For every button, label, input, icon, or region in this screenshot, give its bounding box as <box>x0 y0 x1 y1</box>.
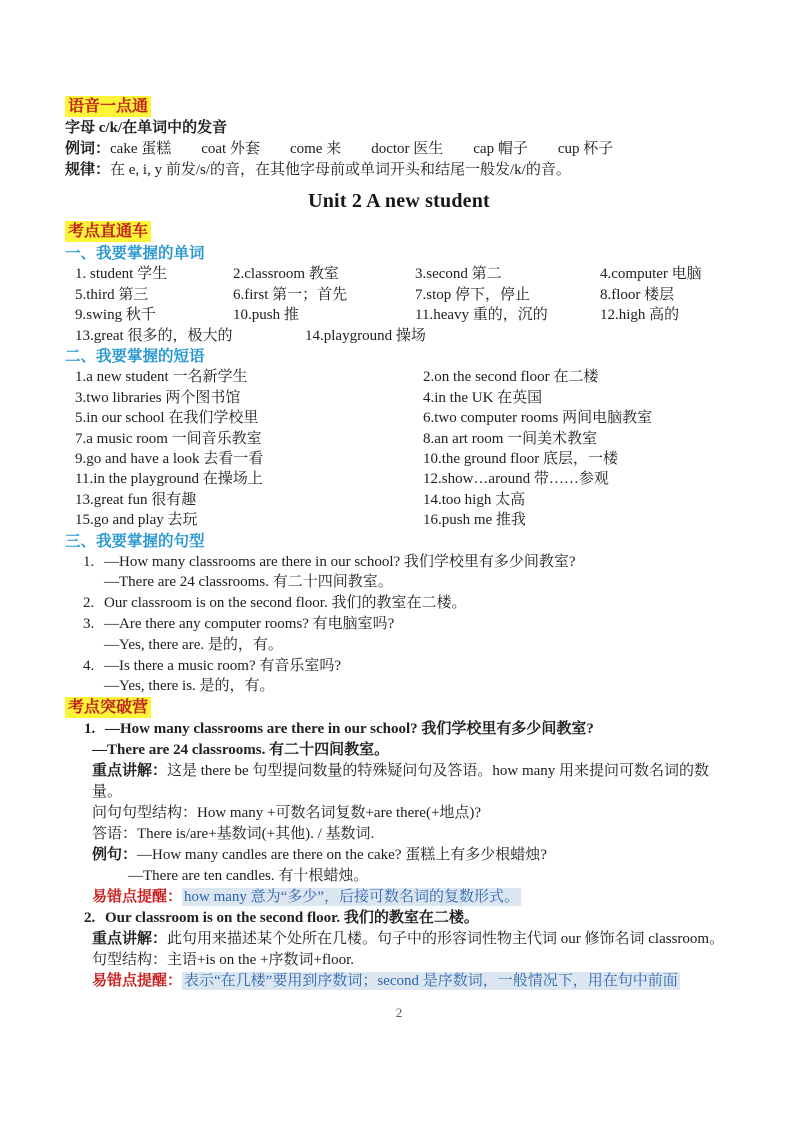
phrase-item: 7.a music room 一间音乐教室 <box>75 430 262 447</box>
breakthrough-section <box>65 697 733 992</box>
word-item: 6.first 第一；首先 <box>233 286 348 303</box>
breakthrough-list <box>65 719 733 992</box>
breakthrough-number: 1. <box>84 721 96 738</box>
text-segment-bold: —There are 24 classrooms. 有二十四间教室。 <box>92 742 390 759</box>
sentence-line: —How many classrooms are there in our school? 我们学校里有多少间教室? <box>104 553 576 570</box>
breakthrough-line <box>92 845 733 866</box>
phrase-item: 10.the ground floor 底层，一楼 <box>423 451 618 467</box>
phrase-item: 14.too high 太高 <box>423 491 526 508</box>
key-points-section <box>65 221 733 697</box>
sentences-heading: 三、我要掌握的句型 <box>65 532 205 550</box>
phrase-item: 9.go and have a look 去看一看 <box>75 451 264 467</box>
word-item: 5.third 第三 <box>75 286 149 303</box>
text-segment-plain: 答语：There is/are+基数词(+其他). / 基数词. <box>92 826 375 843</box>
text-segment-tip: how many 意为“多少”，后接可数名词的复数形式。 <box>184 889 519 906</box>
sentence-number: 4. <box>83 657 95 674</box>
text-segment-plain: 问句句型结构：How many +可数名词复数+are there(+地点)? <box>92 805 482 822</box>
text-segment-plain: —How many candles are there on the cake? 蛋糕上有多少根蜡烛? <box>137 847 547 864</box>
breakthrough-line <box>128 866 733 887</box>
phonics-examples-line <box>65 139 733 160</box>
word-row <box>65 305 733 326</box>
phrase-item: 1.a new student 一名新学生 <box>75 369 248 386</box>
sentence-item <box>65 593 733 614</box>
text-segment-plain: 这是 there be 句型提问数量的特殊疑问句及答语。how many 用来提问可数名词的数量。 <box>92 763 710 801</box>
phonics-section <box>65 96 733 181</box>
breakthrough-line <box>92 719 733 740</box>
phonics-rule-line <box>65 160 733 181</box>
word-item: 13.great 很多的，极大的 <box>75 327 233 344</box>
breakthrough-line <box>92 740 733 761</box>
phonics-examples: cake 蛋糕 coat 外套 come 来 doctor 医生 cap 帽子 cup 杯子 <box>110 141 614 157</box>
phonics-rule-label: 规律： <box>65 162 111 178</box>
phonics-header: 语音一点通 <box>65 96 151 117</box>
word-item: 8.floor 楼层 <box>600 286 675 303</box>
sentence-line: —Yes, there is. 是的，有。 <box>104 678 275 695</box>
phrase-item: 8.an art room 一间美术教室 <box>423 430 598 447</box>
sentence-line: Our classroom is on the second floor. 我们的教室在二楼。 <box>104 595 467 612</box>
breakthrough-number: 2. <box>84 910 96 927</box>
phrase-item: 5.in our school 在我们学校里 <box>75 410 259 427</box>
breakthrough-line <box>92 929 733 950</box>
phonics-header-row <box>65 96 733 118</box>
sentence-line: —There are 24 classrooms. 有二十四间教室。 <box>104 574 393 591</box>
word-row <box>65 285 733 306</box>
phrase-item: 4.in the UK 在英国 <box>423 389 543 406</box>
phrase-row <box>65 408 733 428</box>
sentence-line: —Yes, there are. 是的，有。 <box>104 636 283 653</box>
phrase-item: 2.on the second floor 在二楼 <box>423 369 599 386</box>
phrase-item: 12.show…around 带……参观 <box>423 471 609 488</box>
sentence-number: 3. <box>83 616 95 633</box>
breakthrough-item <box>65 719 733 908</box>
phrase-row <box>65 388 733 408</box>
phrase-row <box>65 449 733 469</box>
key-points-header-row <box>65 221 733 243</box>
text-segment-bold: 重点讲解： <box>92 931 168 948</box>
word-item: 1. student 学生 <box>75 266 168 282</box>
page-number: 2 <box>395 1005 403 1021</box>
breakthrough-line <box>92 971 733 992</box>
breakthrough-line <box>92 908 733 929</box>
sentence-item <box>65 656 733 698</box>
word-table <box>65 264 733 346</box>
breakthrough-line <box>92 887 733 908</box>
phrase-item: 6.two computer rooms 两间电脑教室 <box>423 410 653 427</box>
phonics-rule: 在 e, i, y 前发/s/的音，在其他字母前或单词开头和结尾一般发/k/的音。 <box>110 162 571 178</box>
breakthrough-header: 考点突破营 <box>65 697 151 718</box>
words-heading: 一、我要掌握的单词 <box>65 245 205 262</box>
breakthrough-line <box>92 803 733 824</box>
text-segment-bold: 例句： <box>92 847 138 864</box>
word-item: 9.swing 秋千 <box>75 307 156 324</box>
sentence-line: —Is there a music room? 有音乐室吗? <box>104 657 342 674</box>
text-segment-plain: 此句用来描述某个处所在几楼。句子中的形容词性物主代词 our 修饰名词 classroom。 <box>167 931 725 948</box>
phrase-row <box>65 367 733 387</box>
word-item: 7.stop 停下，停止 <box>415 286 531 303</box>
text-segment-bold: 重点讲解： <box>92 763 168 780</box>
sentence-lines <box>104 614 394 656</box>
breakthrough-line <box>92 950 733 971</box>
word-item: 3.second 第二 <box>415 266 502 282</box>
text-segment-plain: 句型结构：主语+is on the +序数词+floor. <box>92 952 355 969</box>
key-points-header: 考点直通车 <box>65 221 151 242</box>
text-segment-red: 易错点提醒： <box>92 973 183 990</box>
word-item: 12.high 高的 <box>600 307 680 324</box>
text-segment-plain: —There are ten candles. 有十根蜡烛。 <box>128 868 369 885</box>
phrase-table <box>65 367 733 530</box>
breakthrough-item <box>65 908 733 992</box>
breakthrough-line <box>92 761 733 803</box>
text-segment-bold: Our classroom is on the second floor. 我们的教室在二楼。 <box>105 910 479 927</box>
sentence-number: 2. <box>83 595 95 612</box>
phonics-subtitle: 字母 c/k/在单词中的发音 <box>65 120 228 136</box>
phrase-item: 11.in the playground 在操场上 <box>75 471 263 488</box>
word-item: 2.classroom 教室 <box>233 266 339 282</box>
phrases-heading: 二、我要掌握的短语 <box>65 348 205 366</box>
text-segment-bold: —How many classrooms are there in our school? 我们学校里有多少间教室? <box>105 721 594 738</box>
sentence-number: 1. <box>83 553 95 570</box>
word-item: 14.playground 操场 <box>305 327 426 344</box>
phonics-examples-label: 例词： <box>65 141 111 157</box>
word-item: 10.push 推 <box>233 307 299 324</box>
sentence-lines <box>104 656 341 698</box>
unit-title: Unit 2 A new student <box>308 190 490 212</box>
phrase-item: 15.go and play 去玩 <box>75 512 198 529</box>
text-segment-red: 易错点提醒： <box>92 889 183 906</box>
text-segment-tip: 表示“在几楼”要用到序数词；second 是序数词，一般情况下，用在句中前面 <box>184 973 678 990</box>
word-row <box>65 264 733 285</box>
word-item: 4.computer 电脑 <box>600 266 702 282</box>
sentence-line: —Are there any computer rooms? 有电脑室吗? <box>104 616 395 633</box>
word-row <box>65 326 733 347</box>
sentence-item <box>65 614 733 656</box>
breakthrough-header-row <box>65 697 733 719</box>
phrase-row <box>65 429 733 449</box>
phrase-row <box>65 510 733 530</box>
word-item: 11.heavy 重的，沉的 <box>415 307 548 324</box>
phrase-row <box>65 490 733 510</box>
phrase-item: 16.push me 推我 <box>423 512 526 529</box>
phrase-item: 13.great fun 很有趣 <box>75 491 197 508</box>
sentence-lines <box>104 593 466 614</box>
breakthrough-line <box>92 824 733 845</box>
sentence-list <box>65 552 733 698</box>
phrase-row <box>65 469 733 489</box>
sentence-item <box>65 552 733 594</box>
phrase-item: 3.two libraries 两个图书馆 <box>75 389 241 406</box>
sentence-lines <box>104 552 576 594</box>
